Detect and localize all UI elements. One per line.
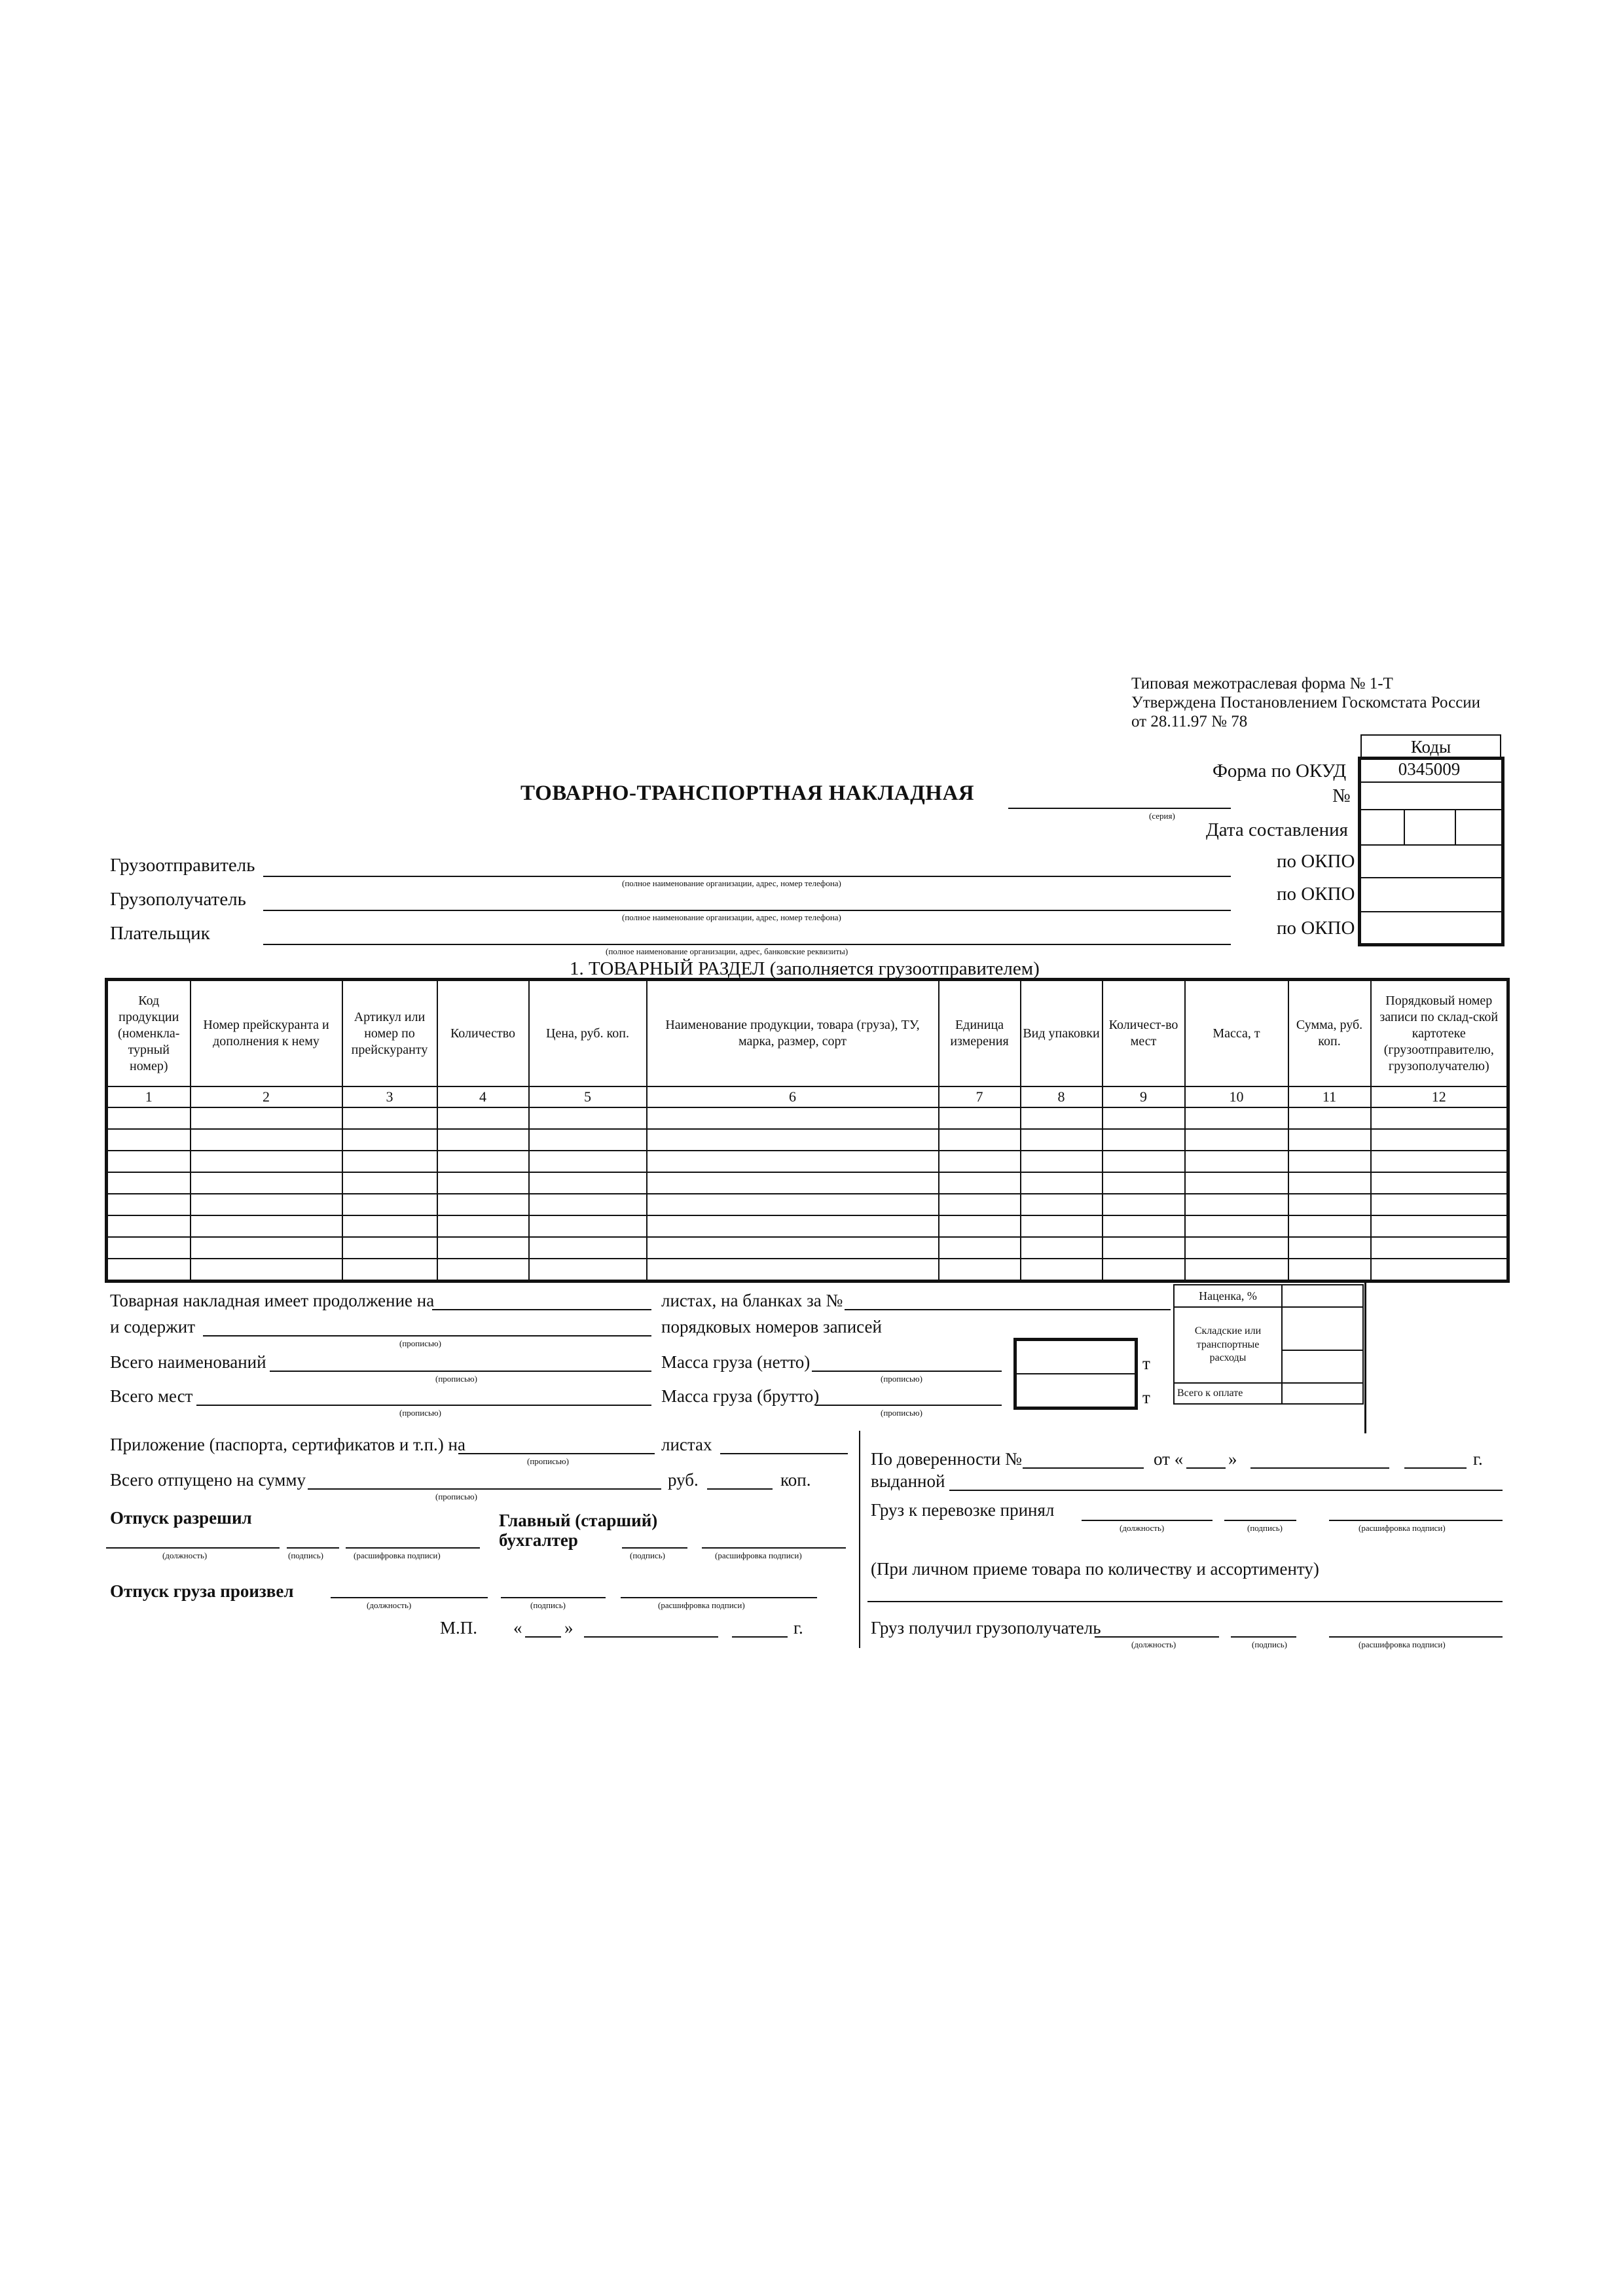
table-cell[interactable]: [191, 1215, 342, 1237]
total-released-label: Всего отпущено на сумму: [110, 1470, 306, 1490]
table-cell[interactable]: [939, 1259, 1021, 1282]
kop-field[interactable]: [707, 1488, 773, 1490]
col-header-card-record: Порядковый номер записи по склад-ской картотеке (грузоотправителю, грузополучателю): [1371, 980, 1508, 1087]
attachment-field[interactable]: [458, 1453, 655, 1454]
table-cell[interactable]: [1371, 1194, 1508, 1215]
signature-caption: (подпись): [1247, 1523, 1283, 1533]
document-title: ТОВАРНО-ТРАНСПОРТНАЯ НАКЛАДНАЯ: [520, 781, 975, 805]
total-names-field[interactable]: [270, 1371, 651, 1372]
signature-caption: (подпись): [288, 1551, 323, 1560]
table-cell[interactable]: [437, 1259, 529, 1282]
table-cell[interactable]: [529, 1151, 647, 1172]
table-cell[interactable]: [191, 1151, 342, 1172]
markup-table: [1173, 1284, 1364, 1405]
table-cell[interactable]: [647, 1129, 939, 1151]
table-cell[interactable]: [939, 1107, 1021, 1129]
in-words-caption: (прописью): [881, 1408, 922, 1418]
table-cell[interactable]: [191, 1107, 342, 1129]
continuation-field[interactable]: [432, 1309, 651, 1310]
okpo-label-shipper: по ОКПО: [1277, 851, 1355, 872]
cargo-released-decoding-field[interactable]: [621, 1597, 817, 1598]
in-words-caption: (прописью): [527, 1456, 569, 1466]
table-cell[interactable]: [342, 1215, 437, 1237]
in-words-caption: (прописью): [399, 1408, 441, 1418]
signature-caption: (подпись): [530, 1600, 566, 1610]
col-header-places: Количест-во мест: [1103, 980, 1185, 1087]
table-cell[interactable]: [107, 1215, 191, 1237]
release-day-field[interactable]: [525, 1636, 561, 1638]
table-row: [107, 1129, 1508, 1151]
table-row: [107, 1215, 1508, 1237]
chief-accountant-decoding-field[interactable]: [702, 1547, 846, 1549]
gross-mass-unit: т: [1142, 1388, 1150, 1407]
table-cell[interactable]: [107, 1151, 191, 1172]
total-payable-label: Всего к оплате: [1174, 1383, 1282, 1404]
table-cell[interactable]: [437, 1151, 529, 1172]
table-cell[interactable]: [1371, 1151, 1508, 1172]
table-cell[interactable]: [437, 1215, 529, 1237]
table-row: [107, 1194, 1508, 1215]
table-cell[interactable]: [1288, 1259, 1371, 1282]
records-count-field[interactable]: [203, 1335, 651, 1336]
release-allowed-label: Отпуск разрешил: [110, 1508, 252, 1528]
issued-label: выданной: [871, 1471, 945, 1491]
attachment-sheets-label: листах: [661, 1435, 712, 1454]
table-cell[interactable]: [191, 1129, 342, 1151]
table-row: [107, 1107, 1508, 1129]
table-cell[interactable]: [437, 1172, 529, 1194]
table-cell[interactable]: [529, 1237, 647, 1259]
table-cell[interactable]: [437, 1194, 529, 1215]
chief-accountant-label-2: бухгалтер: [499, 1530, 578, 1550]
table-cell[interactable]: [1021, 1259, 1103, 1282]
table-cell[interactable]: [342, 1129, 437, 1151]
year-label: г.: [793, 1618, 803, 1638]
table-cell[interactable]: [107, 1107, 191, 1129]
table-number-row: [107, 1086, 1508, 1107]
table-cell[interactable]: [939, 1194, 1021, 1215]
release-allowed-position-field[interactable]: [106, 1547, 280, 1549]
in-words-caption: (прописью): [399, 1338, 441, 1348]
table-row: [107, 1172, 1508, 1194]
table-cell[interactable]: [1021, 1194, 1103, 1215]
net-mass-field[interactable]: [812, 1371, 1002, 1372]
shipper-label: Грузоотправитель: [110, 855, 255, 876]
received-by-consignee-label: Груз получил грузополучатель: [871, 1618, 1101, 1638]
table-cell[interactable]: [939, 1172, 1021, 1194]
table-cell[interactable]: [342, 1172, 437, 1194]
total-names-label: Всего наименований: [110, 1352, 266, 1372]
table-cell[interactable]: [1185, 1151, 1288, 1172]
accepted-position-field[interactable]: [1082, 1520, 1213, 1521]
col-header-sum: Сумма, руб. коп.: [1288, 980, 1371, 1087]
table-cell[interactable]: [437, 1107, 529, 1129]
received-signature-field[interactable]: [1231, 1636, 1296, 1638]
table-cell[interactable]: [1371, 1172, 1508, 1194]
col-number: 10: [1185, 1086, 1288, 1107]
table-cell[interactable]: [1021, 1107, 1103, 1129]
table-cell[interactable]: [1288, 1194, 1371, 1215]
form-approval-note: Утверждена Постановлением Госкомстата России: [1131, 694, 1481, 711]
series-line[interactable]: [1008, 808, 1231, 809]
okpo-label-payer: по ОКПО: [1277, 918, 1355, 939]
table-cell[interactable]: [342, 1151, 437, 1172]
table-cell[interactable]: [1371, 1107, 1508, 1129]
personal-acceptance-field[interactable]: [867, 1601, 1503, 1602]
sheets-on-forms-label: листах, на бланках за №: [661, 1291, 843, 1310]
table-cell[interactable]: [1103, 1151, 1185, 1172]
release-month-field[interactable]: [584, 1636, 718, 1638]
date-label: Дата составления: [1206, 819, 1348, 840]
table-cell[interactable]: [107, 1194, 191, 1215]
okud-code[interactable]: 0345009: [1398, 759, 1461, 779]
table-cell[interactable]: [1103, 1107, 1185, 1129]
col-header-product-code: Код продукции (номенкла-турный номер): [107, 980, 191, 1087]
table-cell[interactable]: [1103, 1237, 1185, 1259]
attorney-day-field[interactable]: [1186, 1467, 1226, 1469]
table-cell[interactable]: [529, 1129, 647, 1151]
table-cell[interactable]: [1371, 1259, 1508, 1282]
table-cell[interactable]: [647, 1107, 939, 1129]
col-number: 3: [342, 1086, 437, 1107]
col-header-product-name: Наименование продукции, товара (груза), ТУ, марка, размер, сорт: [647, 980, 939, 1087]
section-title: 1. ТОВАРНЫЙ РАЗДЕЛ (заполняется грузоотправителем): [570, 958, 1040, 979]
table-cell[interactable]: [647, 1151, 939, 1172]
signature-decoding-caption: (расшифровка подписи): [658, 1600, 745, 1610]
table-cell[interactable]: [1021, 1237, 1103, 1259]
number-label: №: [1332, 785, 1351, 806]
table-cell[interactable]: [191, 1259, 342, 1282]
table-cell[interactable]: [342, 1194, 437, 1215]
table-cell[interactable]: [191, 1237, 342, 1259]
kop-label: коп.: [780, 1470, 811, 1490]
col-header-pricelist-number: Номер прейскуранта и дополнения к нему: [191, 980, 342, 1087]
signature-decoding-caption: (расшифровка подписи): [1359, 1640, 1446, 1649]
table-row: [107, 1237, 1508, 1259]
attachment-label: Приложение (паспорта, сертификатов и т.п.) на: [110, 1435, 465, 1454]
total-places-label: Всего мест: [110, 1386, 193, 1406]
shipper-caption: (полное наименование организации, адрес, номер телефона): [622, 878, 841, 888]
table-cell[interactable]: [1021, 1129, 1103, 1151]
table-cell[interactable]: [1103, 1259, 1185, 1282]
table-cell[interactable]: [1371, 1129, 1508, 1151]
table-row: [107, 1151, 1508, 1172]
col-header-unit: Единица измерения: [939, 980, 1021, 1087]
table-cell[interactable]: [107, 1129, 191, 1151]
table-cell[interactable]: [1021, 1172, 1103, 1194]
col-number: 12: [1371, 1086, 1508, 1107]
table-cell[interactable]: [529, 1194, 647, 1215]
total-places-field[interactable]: [196, 1405, 651, 1406]
col-header-price: Цена, руб. коп.: [529, 980, 647, 1087]
table-cell[interactable]: [1288, 1129, 1371, 1151]
table-cell[interactable]: [107, 1172, 191, 1194]
cargo-released-signature-field[interactable]: [501, 1597, 606, 1598]
table-cell[interactable]: [1103, 1129, 1185, 1151]
markup-label: Наценка, %: [1174, 1285, 1282, 1307]
in-words-caption: (прописью): [435, 1374, 477, 1384]
codes-header-cell: [1360, 734, 1501, 758]
rub-label: руб.: [668, 1470, 699, 1490]
table-cell[interactable]: [1185, 1172, 1288, 1194]
in-words-caption: (прописью): [881, 1374, 922, 1384]
position-caption: (должность): [1120, 1523, 1165, 1533]
attorney-year-field[interactable]: [1404, 1467, 1467, 1469]
net-mass-label: Масса груза (нетто): [661, 1352, 811, 1372]
attachment-sheets-field[interactable]: [720, 1453, 848, 1454]
ordinal-records-label: порядковых номеров записей: [661, 1317, 882, 1336]
in-words-caption: (прописью): [435, 1492, 477, 1501]
table-cell[interactable]: [1103, 1194, 1185, 1215]
cargo-released-position-field[interactable]: [331, 1597, 488, 1598]
signature-caption: (подпись): [630, 1551, 665, 1560]
table-cell[interactable]: [647, 1194, 939, 1215]
issued-field[interactable]: [949, 1490, 1503, 1491]
received-position-field[interactable]: [1095, 1636, 1219, 1638]
table-cell[interactable]: [1185, 1215, 1288, 1237]
position-caption: (должность): [1131, 1640, 1176, 1649]
table-cell[interactable]: [647, 1259, 939, 1282]
table-cell[interactable]: [1103, 1172, 1185, 1194]
codes-frame: [1358, 757, 1504, 946]
col-number: 6: [647, 1086, 939, 1107]
table-cell[interactable]: [939, 1129, 1021, 1151]
table-cell[interactable]: [529, 1107, 647, 1129]
continuation-label: Товарная накладная имеет продолжение на: [110, 1291, 435, 1310]
col-number: 8: [1021, 1086, 1103, 1107]
payer-field[interactable]: [263, 944, 1231, 945]
codes-header: Коды: [1410, 737, 1451, 757]
table-cell[interactable]: [1288, 1215, 1371, 1237]
and-contains-label: и содержит: [110, 1317, 196, 1336]
col-number: 1: [107, 1086, 191, 1107]
goods-table: [105, 978, 1510, 1283]
release-allowed-signature-field[interactable]: [287, 1547, 339, 1549]
table-cell[interactable]: [1185, 1259, 1288, 1282]
signature-decoding-caption: (расшифровка подписи): [354, 1551, 441, 1560]
table-cell[interactable]: [1371, 1237, 1508, 1259]
chief-accountant-label-1: Главный (старший): [499, 1511, 658, 1530]
col-header-quantity: Количество: [437, 980, 529, 1087]
power-of-attorney-label: По доверенности №: [871, 1449, 1022, 1469]
table-cell[interactable]: [1103, 1215, 1185, 1237]
table-cell[interactable]: [1371, 1215, 1508, 1237]
power-of-attorney-number-field[interactable]: [1023, 1467, 1144, 1469]
col-number: 4: [437, 1086, 529, 1107]
table-cell[interactable]: [529, 1172, 647, 1194]
footer-separator: [859, 1431, 860, 1648]
col-header-article: Артикул или номер по прейскуранту: [342, 980, 437, 1087]
accepted-decoding-field[interactable]: [1329, 1520, 1503, 1521]
release-allowed-decoding-field[interactable]: [346, 1547, 480, 1549]
table-cell[interactable]: [191, 1194, 342, 1215]
table-cell[interactable]: [1288, 1237, 1371, 1259]
table-cell[interactable]: [191, 1172, 342, 1194]
col-number: 9: [1103, 1086, 1185, 1107]
position-caption: (должность): [367, 1600, 412, 1610]
chief-accountant-signature-field[interactable]: [622, 1547, 687, 1549]
table-cell[interactable]: [1185, 1194, 1288, 1215]
table-cell[interactable]: [647, 1172, 939, 1194]
total-payable-cell[interactable]: [1282, 1383, 1363, 1404]
table-cell[interactable]: [437, 1237, 529, 1259]
date-quote-close: »: [564, 1618, 574, 1638]
accepted-signature-field[interactable]: [1224, 1520, 1296, 1521]
table-cell[interactable]: [1288, 1172, 1371, 1194]
personal-acceptance-note: (При личном приеме товара по количеству и ассортименту): [871, 1559, 1319, 1579]
consignee-field[interactable]: [263, 910, 1231, 911]
col-number: 7: [939, 1086, 1021, 1107]
date-quote-open: «: [513, 1618, 522, 1638]
okpo-label-consignee: по ОКПО: [1277, 884, 1355, 905]
total-released-field[interactable]: [308, 1488, 661, 1490]
table-row: [107, 1259, 1508, 1282]
payer-caption: (полное наименование организации, адрес, банковские реквизиты): [606, 946, 848, 956]
warehouse-costs-label: Складские или транспортные расходы: [1174, 1307, 1282, 1383]
consignee-caption: (полное наименование организации, адрес, номер телефона): [622, 912, 841, 922]
warehouse-costs-cell[interactable]: [1282, 1307, 1363, 1350]
table-cell[interactable]: [1185, 1237, 1288, 1259]
attorney-month-field[interactable]: [1250, 1467, 1389, 1469]
signature-decoding-caption: (расшифровка подписи): [1359, 1523, 1446, 1533]
shipper-field[interactable]: [263, 876, 1231, 877]
stamp-label: М.П.: [440, 1618, 478, 1638]
table-cell[interactable]: [939, 1215, 1021, 1237]
net-mass-unit: т: [1142, 1354, 1150, 1373]
table-cell[interactable]: [939, 1237, 1021, 1259]
table-cell[interactable]: [1185, 1129, 1288, 1151]
table-cell[interactable]: [342, 1259, 437, 1282]
col-header-mass: Масса, т: [1185, 980, 1288, 1087]
table-body: [107, 1107, 1508, 1282]
table-cell[interactable]: [342, 1237, 437, 1259]
table-header-row: [107, 980, 1508, 1087]
payer-label: Плательщик: [110, 923, 210, 944]
signature-caption: (подпись): [1252, 1640, 1287, 1649]
col-number: 2: [191, 1086, 342, 1107]
attorney-year-label: г.: [1473, 1449, 1483, 1469]
cargo-released-label: Отпуск груза произвел: [110, 1581, 294, 1601]
table-cell[interactable]: [1185, 1107, 1288, 1129]
position-caption: (должность): [162, 1551, 208, 1560]
form-approval-date: от 28.11.97 № 78: [1131, 713, 1248, 730]
table-cell[interactable]: [107, 1259, 191, 1282]
col-number: 11: [1288, 1086, 1371, 1107]
table-cell[interactable]: [107, 1237, 191, 1259]
from-label: от «: [1154, 1449, 1184, 1469]
accepted-for-transport-label: Груз к перевозке принял: [871, 1500, 1055, 1520]
table-cell[interactable]: [437, 1129, 529, 1151]
gross-mass-field[interactable]: [815, 1405, 1002, 1406]
gross-mass-label: Масса груза (брутто): [661, 1386, 820, 1406]
table-cell[interactable]: [1288, 1107, 1371, 1129]
warehouse-costs-cell-2[interactable]: [1282, 1350, 1363, 1383]
signature-decoding-caption: (расшифровка подписи): [715, 1551, 802, 1560]
release-year-field[interactable]: [732, 1636, 788, 1638]
table-cell[interactable]: [647, 1215, 939, 1237]
col-number: 5: [529, 1086, 647, 1107]
table-cell[interactable]: [939, 1151, 1021, 1172]
received-decoding-field[interactable]: [1329, 1636, 1503, 1638]
form-type-note: Типовая межотраслевая форма № 1-Т: [1131, 675, 1393, 692]
forms-number-field[interactable]: [845, 1309, 1171, 1310]
table-cell[interactable]: [529, 1215, 647, 1237]
okud-label: Форма по ОКУД: [1213, 761, 1347, 781]
table-cell[interactable]: [342, 1107, 437, 1129]
col-header-package-type: Вид упаковки: [1021, 980, 1103, 1087]
table-cell[interactable]: [1021, 1215, 1103, 1237]
table-cell[interactable]: [529, 1259, 647, 1282]
table-cell[interactable]: [1021, 1151, 1103, 1172]
consignee-label: Грузополучатель: [110, 889, 246, 910]
markup-value-cell[interactable]: [1282, 1285, 1363, 1307]
series-caption: (серия): [1149, 811, 1175, 821]
table-cell[interactable]: [647, 1237, 939, 1259]
attorney-quote-close: »: [1228, 1449, 1237, 1469]
table-cell[interactable]: [1288, 1151, 1371, 1172]
